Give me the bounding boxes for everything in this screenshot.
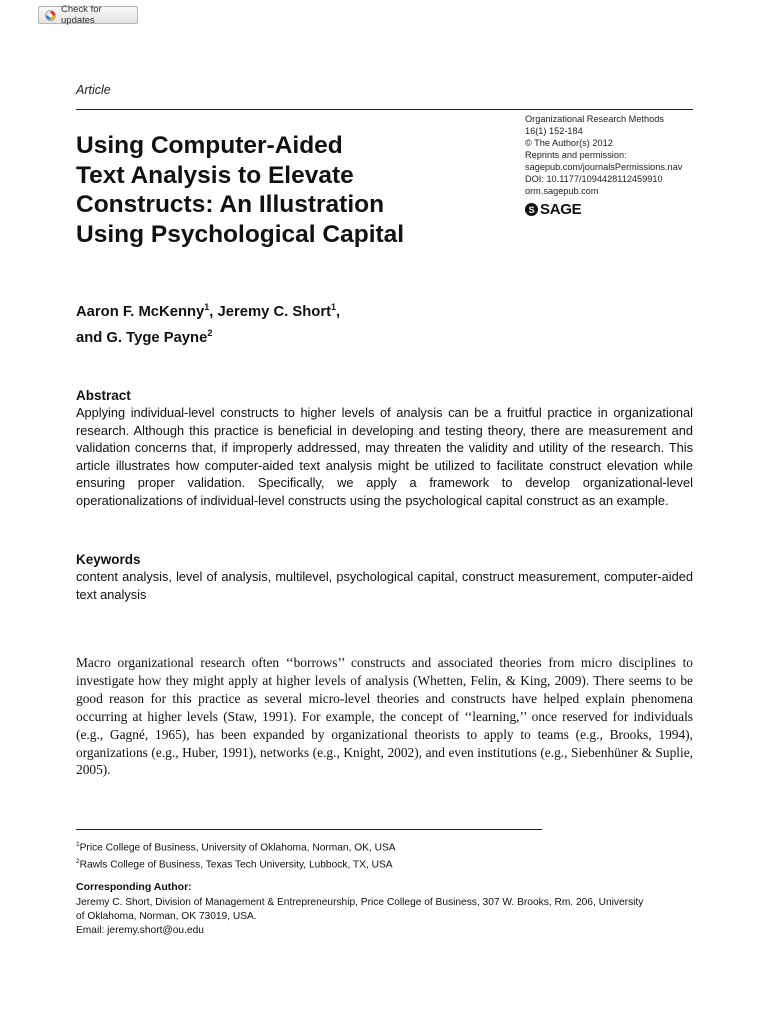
journal-url[interactable]: orm.sagepub.com [525,186,599,196]
author-name: Aaron F. McKenny [76,303,205,320]
title-line: Constructs: An Illustration [76,191,385,218]
reprints-label: Reprints and permission: [525,150,627,160]
abstract-text: Applying individual-level constructs to higher levels of analysis can be a fruitful practice in organizational research. Although this practice is beneficial in developing and testing theory, there are measurement and validation concerns that, if improperly addressed, may threaten the validity and utility of the research. This article illustrates how computer-aided text analysis might be utilized to facilitate construct elevation while ensuring proper validation. Specifically, we apply a framework to develop organizational-level operationalizations of individual-level constructs using the psychological capital construct as an example. [76,405,693,508]
crossmark-icon [45,10,56,21]
corresponding-address: Jeremy C. Short, Division of Management & Entrepreneurship, Price College of Business, 307 W. Brooks, Rm. 206, University [76,897,644,908]
title-line: Text Analysis to Elevate [76,161,354,189]
corresponding-author-heading: Corresponding Author: [76,881,192,893]
corresponding-address: of Oklahoma, Norman, OK 73019, USA. [76,911,257,922]
keywords-heading: Keywords [76,552,141,567]
check-for-updates-button[interactable] [38,6,138,24]
footnote [76,855,396,872]
check-for-updates-label: Check for updates [61,4,102,26]
corresponding-author-details [76,896,693,938]
sage-mark-icon: S [525,203,538,216]
author-line [76,297,340,323]
title-line: Using Computer-Aided [76,132,343,159]
author-name: Jeremy C. Short [217,303,331,320]
journal-issue: 16(1) 152-184 [525,126,583,136]
header-rule [76,109,693,110]
affiliation-marker: 1 [204,302,210,312]
affiliation-marker: 1 [331,302,337,312]
article-title [76,131,506,249]
sage-logo [525,201,581,218]
author-list [76,297,340,349]
author-name: G. Tyge Payne [106,329,208,346]
body-paragraph: Macro organizational research often ‘‘borrows’’ constructs and associated theories from micro disciplines to investigate how they might apply at higher levels of analysis (Whetten, Felin, & King, 2009). There seems to be good reason for this practice as several micro-level theories and constructs have helped explain phenomena occurring at higher levels (Staw, 1991). For example, the concept of ‘‘learning,’’ once reserved for individuals (e.g., Gagné, 1965), has been expanded by organizational theorists to apply to teams (e.g., Brooks, 1994), organizations (e.g., Huber, 1991), networks (e.g., Knight, 2002), and even institutions (e.g., Siebenhüner & Suplie, 2005). [76,655,693,778]
doi[interactable]: DOI: 10.1177/1094428112459910 [525,174,663,184]
footnote-marker: 2 [76,858,80,866]
affiliation-footnotes [76,838,396,873]
author-separator: , [336,303,341,320]
journal-name: Organizational Research Methods [525,114,664,124]
footnote-text: Price College of Business, University of Oklahoma, Norman, OK, USA [79,842,396,854]
author-conjunction: and [76,329,107,346]
footnote [76,838,396,855]
affiliation-marker: 2 [207,327,213,338]
copyright: © The Author(s) 2012 [525,138,613,148]
permissions-link[interactable]: sagepub.com/journalsPermissions.nav [525,162,683,172]
title-line: Using Psychological Capital [76,220,405,248]
article-type-label: Article [76,83,111,97]
sage-logo-text: SAGE [540,201,582,218]
footnote-text: Rawls College of Business, Texas Tech University, Lubbock, TX, USA [79,859,393,871]
footnote-rule [76,829,542,830]
keywords-text: content analysis, level of analysis, multilevel, psychological capital, construct measurement, computer-aided text analysis [76,569,693,602]
author-separator: , [209,303,218,320]
footnote-marker: 1 [76,841,80,848]
journal-metadata [525,113,682,197]
abstract-heading: Abstract [76,388,131,403]
author-line [76,323,340,349]
corresponding-email[interactable]: Email: jeremy.short@ou.edu [76,925,204,936]
